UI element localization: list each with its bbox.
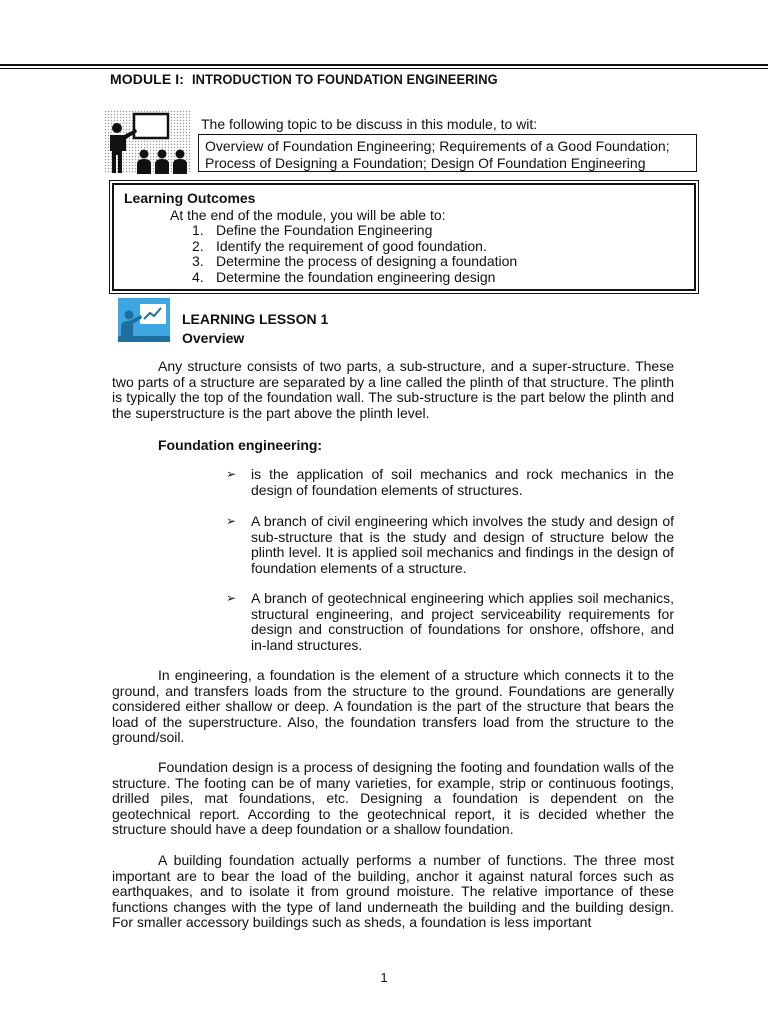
paragraph-foundation-design: Foundation design is a process of designing the footing and foundation walls of the structure. The footing can be of many varieties, for example, strip or continuous footings, drilled piles, mat foundations, etc. Designing a foundation is dependent on the geotechnical report. According to the geotechnical report, it is decided whether the structure should have a deep foundation or a shallow foundation. <box>112 759 674 837</box>
bullet-arrow-icon: ➢ <box>226 467 237 481</box>
outcome-text: Define the Foundation Engineering <box>216 222 433 238</box>
bullet-text: A branch of civil engineering which involves the study and design of sub-structure that is the study and design of structure below the plinth level. It is applied soil mechanics and findings in the design of foundation elements of a structure. <box>251 513 674 576</box>
outcome-number: 1. <box>192 222 204 238</box>
outcome-item <box>192 239 684 255</box>
outcome-text: Determine the process of designing a foundation <box>216 253 518 269</box>
learning-outcomes-inner <box>112 183 696 291</box>
bullet-text: is the application of soil mechanics and rock mechanics in the design of foundation elements of structures. <box>251 466 674 498</box>
module-title <box>110 71 524 87</box>
classroom-teacher-icon <box>104 110 194 176</box>
topics-text: Overview of Foundation Engineering; Requirements of a Good Foundation; Process of Designing a Foundation; Design Of Foundation Engineering <box>205 138 670 171</box>
bullet-arrow-icon: ➢ <box>226 514 237 528</box>
top-rule <box>0 64 768 66</box>
paragraph-foundation: In engineering, a foundation is the element of a structure which connects it to the ground, and transfers loads from the structure to the ground. Foundations are generally considered either shallow or deep. A foundation is the part of the structure that bears the load of the superstructure. Also, the foundation transfers load from the structure to the ground/soil. <box>112 667 674 745</box>
page-number: 1 <box>380 970 388 985</box>
bullet-item <box>226 591 674 653</box>
bullet-item <box>226 514 674 576</box>
topics-box <box>198 134 697 172</box>
bullet-text: A branch of geotechnical engineering which applies soil mechanics, structural engineering, and project serviceability requirements for design and construction of foundations for onshore, offshore, and in-land structures. <box>251 590 674 653</box>
top-rule-thin <box>0 68 768 69</box>
foundation-engineering-heading: Foundation engineering: <box>158 437 323 453</box>
presentation-lesson-icon <box>118 298 170 342</box>
lesson-subtitle: Overview <box>182 330 245 346</box>
outcome-item <box>192 254 684 270</box>
lesson-title: LEARNING LESSON 1 <box>182 311 329 327</box>
lesson-heading <box>182 310 328 348</box>
module-label: MODULE I: <box>110 71 185 87</box>
learning-outcomes-lead: At the end of the module, you will be able to: <box>170 206 446 223</box>
paragraph-building-foundation: A building foundation actually performs a number of functions. The three most important are to bear the load of the building, anchor it against natural forces such as earthquakes, and to isolate it from ground moisture. The relative importance of these functions changes with the type of land underneath the building and the building design. For smaller accessory buildings such as sheds, a foundation is less important <box>112 852 674 930</box>
module-heading: INTRODUCTION TO FOUNDATION ENGINEERING <box>192 71 498 87</box>
outcome-number: 4. <box>192 268 204 285</box>
learning-outcomes-box <box>109 180 699 294</box>
outcome-text: Determine the foundation engineering design <box>216 268 496 285</box>
bullet-item <box>226 467 674 498</box>
intro-lead: The following topic to be discuss in this module, to wit: <box>201 116 538 132</box>
outcome-number: 3. <box>192 253 204 269</box>
learning-outcomes-list <box>124 223 684 285</box>
bullet-arrow-icon: ➢ <box>226 591 237 605</box>
paragraph-structure: Any structure consists of two parts, a sub-structure, and a super-structure. These two parts of a structure are separated by a line called the plinth of that structure. The plinth is typically the top of the foundation wall. The sub-structure is the part below the plinth and the superstructure is the part above the plinth level. <box>112 358 674 421</box>
outcome-text: Identify the requirement of good foundation. <box>216 237 487 254</box>
outcome-item <box>192 270 684 286</box>
learning-outcomes-title: Learning Outcomes <box>124 190 256 206</box>
outcome-number: 2. <box>192 237 204 254</box>
outcome-item <box>192 223 684 239</box>
